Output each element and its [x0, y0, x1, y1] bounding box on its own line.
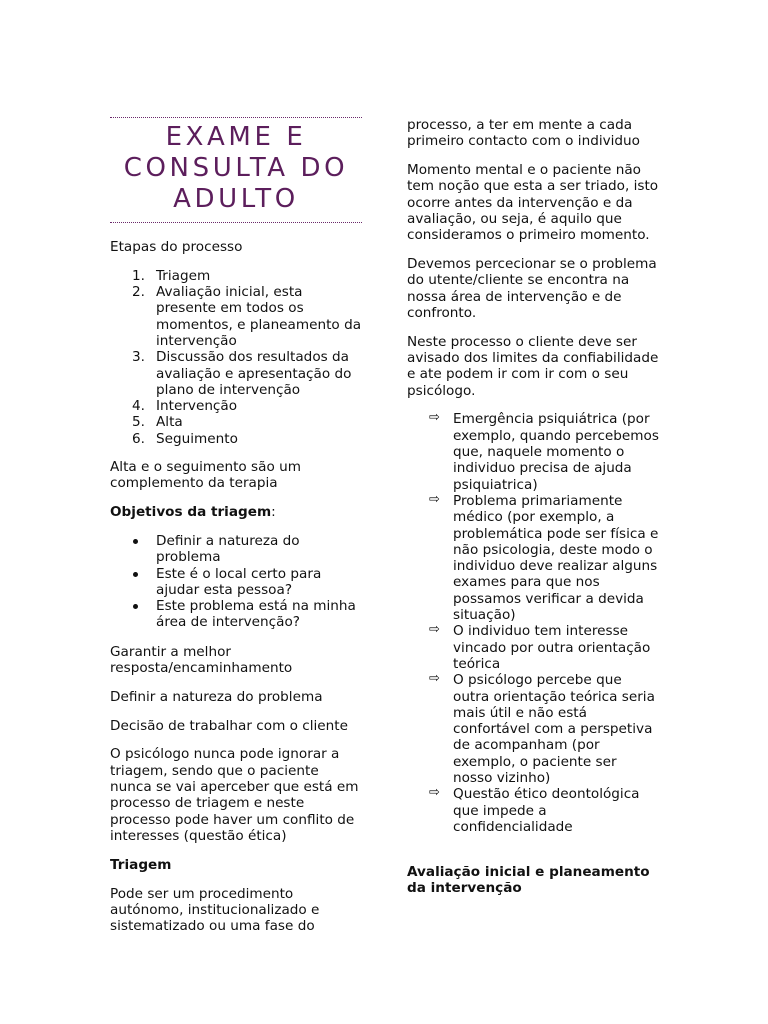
list-item [110, 284, 362, 349]
arrow-right-icon: ⇨ [429, 410, 440, 426]
bullet-icon [133, 539, 138, 544]
avaliacao-heading: Avaliação inicial e planeamento da intervenção [407, 864, 650, 897]
definir-paragraph: Definir a natureza do problema [110, 688, 323, 705]
document-title [110, 117, 362, 223]
objetivos-heading-line [110, 504, 362, 520]
list-item-text: Definir a natureza do problema [156, 532, 300, 566]
list-item [110, 533, 362, 566]
list-item [110, 431, 362, 447]
list-item-text: Triagem [156, 267, 211, 284]
list-item [407, 672, 659, 786]
list-item [110, 566, 362, 599]
decisao-paragraph: Decisão de trabalhar com o cliente [110, 717, 348, 734]
etapas-heading: Etapas do processo [110, 239, 243, 255]
bullet-icon [133, 572, 138, 577]
list-item-text: Discussão dos resultados da avaliação e apresentação do plano de intervenção [156, 349, 352, 398]
triagem-heading: Triagem [110, 856, 172, 873]
heading-colon: : [271, 504, 276, 521]
list-item [110, 414, 362, 430]
list-item-text: O individuo tem interesse vincado por outra orientação teórica [453, 623, 651, 672]
bullet-icon [133, 604, 138, 609]
list-number: 5. [132, 414, 145, 431]
situations-list [407, 411, 659, 835]
list-item-text: Avaliação inicial, esta presente em todos os momentos, e planeamento da intervenção [156, 284, 362, 349]
list-item [110, 268, 362, 284]
list-item-text: Emergência psiquiátrica (por exemplo, quando percebemos que, naquele momento o individuo precisa de ajuda psiquiatrica) [453, 411, 659, 493]
psicologo-paragraph: O psicólogo nunca pode ignorar a triagem, sendo que o paciente nunca se vai aperceber que está em processo de triagem e neste processo pode haver um conflito de interesses (questão ética) [110, 746, 359, 844]
list-item [110, 398, 362, 414]
list-item-text: Problema primariamente médico (por exemplo, a problemática pode ser física e não psicologia, deste modo o individuo deve realizar alguns exames para que nos possamos verificar a devida situação) [453, 492, 659, 624]
list-item [110, 349, 362, 398]
list-item-text: Este problema está na minha área de intervenção? [156, 598, 356, 631]
right-column [407, 117, 659, 909]
list-item-text: Intervenção [156, 398, 238, 415]
title-line: EXAME E [165, 122, 307, 152]
arrow-right-icon: ⇨ [429, 622, 440, 638]
neste-paragraph: Neste processo o cliente deve ser avisado dos limites da confiabilidade e ate podem ir com ir com o seu psicólogo. [407, 333, 659, 399]
garantir-paragraph: Garantir a melhor resposta/encaminhamento [110, 643, 293, 677]
list-number: 3. [132, 349, 145, 366]
arrow-right-icon: ⇨ [429, 671, 440, 687]
list-item [407, 411, 659, 492]
objetivos-list [110, 533, 362, 631]
list-item [110, 598, 362, 631]
devemos-paragraph: Devemos percecionar se o problema do utente/cliente se encontra na nossa área de intervenção e de confronto. [407, 256, 657, 321]
list-item-text: Alta [156, 414, 183, 431]
list-item-text: Este é o local certo para ajudar esta pessoa? [156, 565, 322, 598]
alta-paragraph: Alta e o seguimento são um complemento da terapia [110, 459, 301, 492]
list-item-text: Questão ético deontológica que impede a confidencialidade [453, 786, 640, 835]
arrow-right-icon: ⇨ [429, 785, 440, 801]
left-column [110, 117, 362, 947]
list-item-text: O psicólogo percebe que outra orientação teórica seria mais útil e não está confortável com a perspetiva de acompanham (por exemplo, o paciente ser nosso vizinho) [453, 672, 655, 786]
list-item [407, 623, 659, 672]
list-number: 2. [132, 284, 145, 301]
list-number: 1. [132, 267, 145, 284]
list-number: 4. [132, 398, 145, 415]
title-line: ADULTO [173, 184, 299, 214]
arrow-right-icon: ⇨ [429, 491, 440, 507]
list-item [407, 493, 659, 623]
triagem-paragraph: Pode ser um procedimento autónomo, institucionalizado e sistematizado ou uma fase do [110, 885, 320, 935]
list-number: 6. [132, 430, 145, 447]
list-item [407, 786, 659, 835]
list-item-text: Seguimento [156, 430, 238, 447]
etapas-list [110, 268, 362, 447]
objetivos-heading: Objetivos da triagem [110, 504, 272, 521]
continuation-paragraph: processo, a ter em mente a cada primeiro contacto com o individuo [407, 117, 640, 150]
title-line: CONSULTA DO [123, 153, 349, 183]
momento-paragraph: Momento mental e o paciente não tem noção que esta a ser triado, isto ocorre antes da intervenção e da avaliação, ou seja, é aquilo que consideramos o primeiro momento. [407, 162, 659, 244]
